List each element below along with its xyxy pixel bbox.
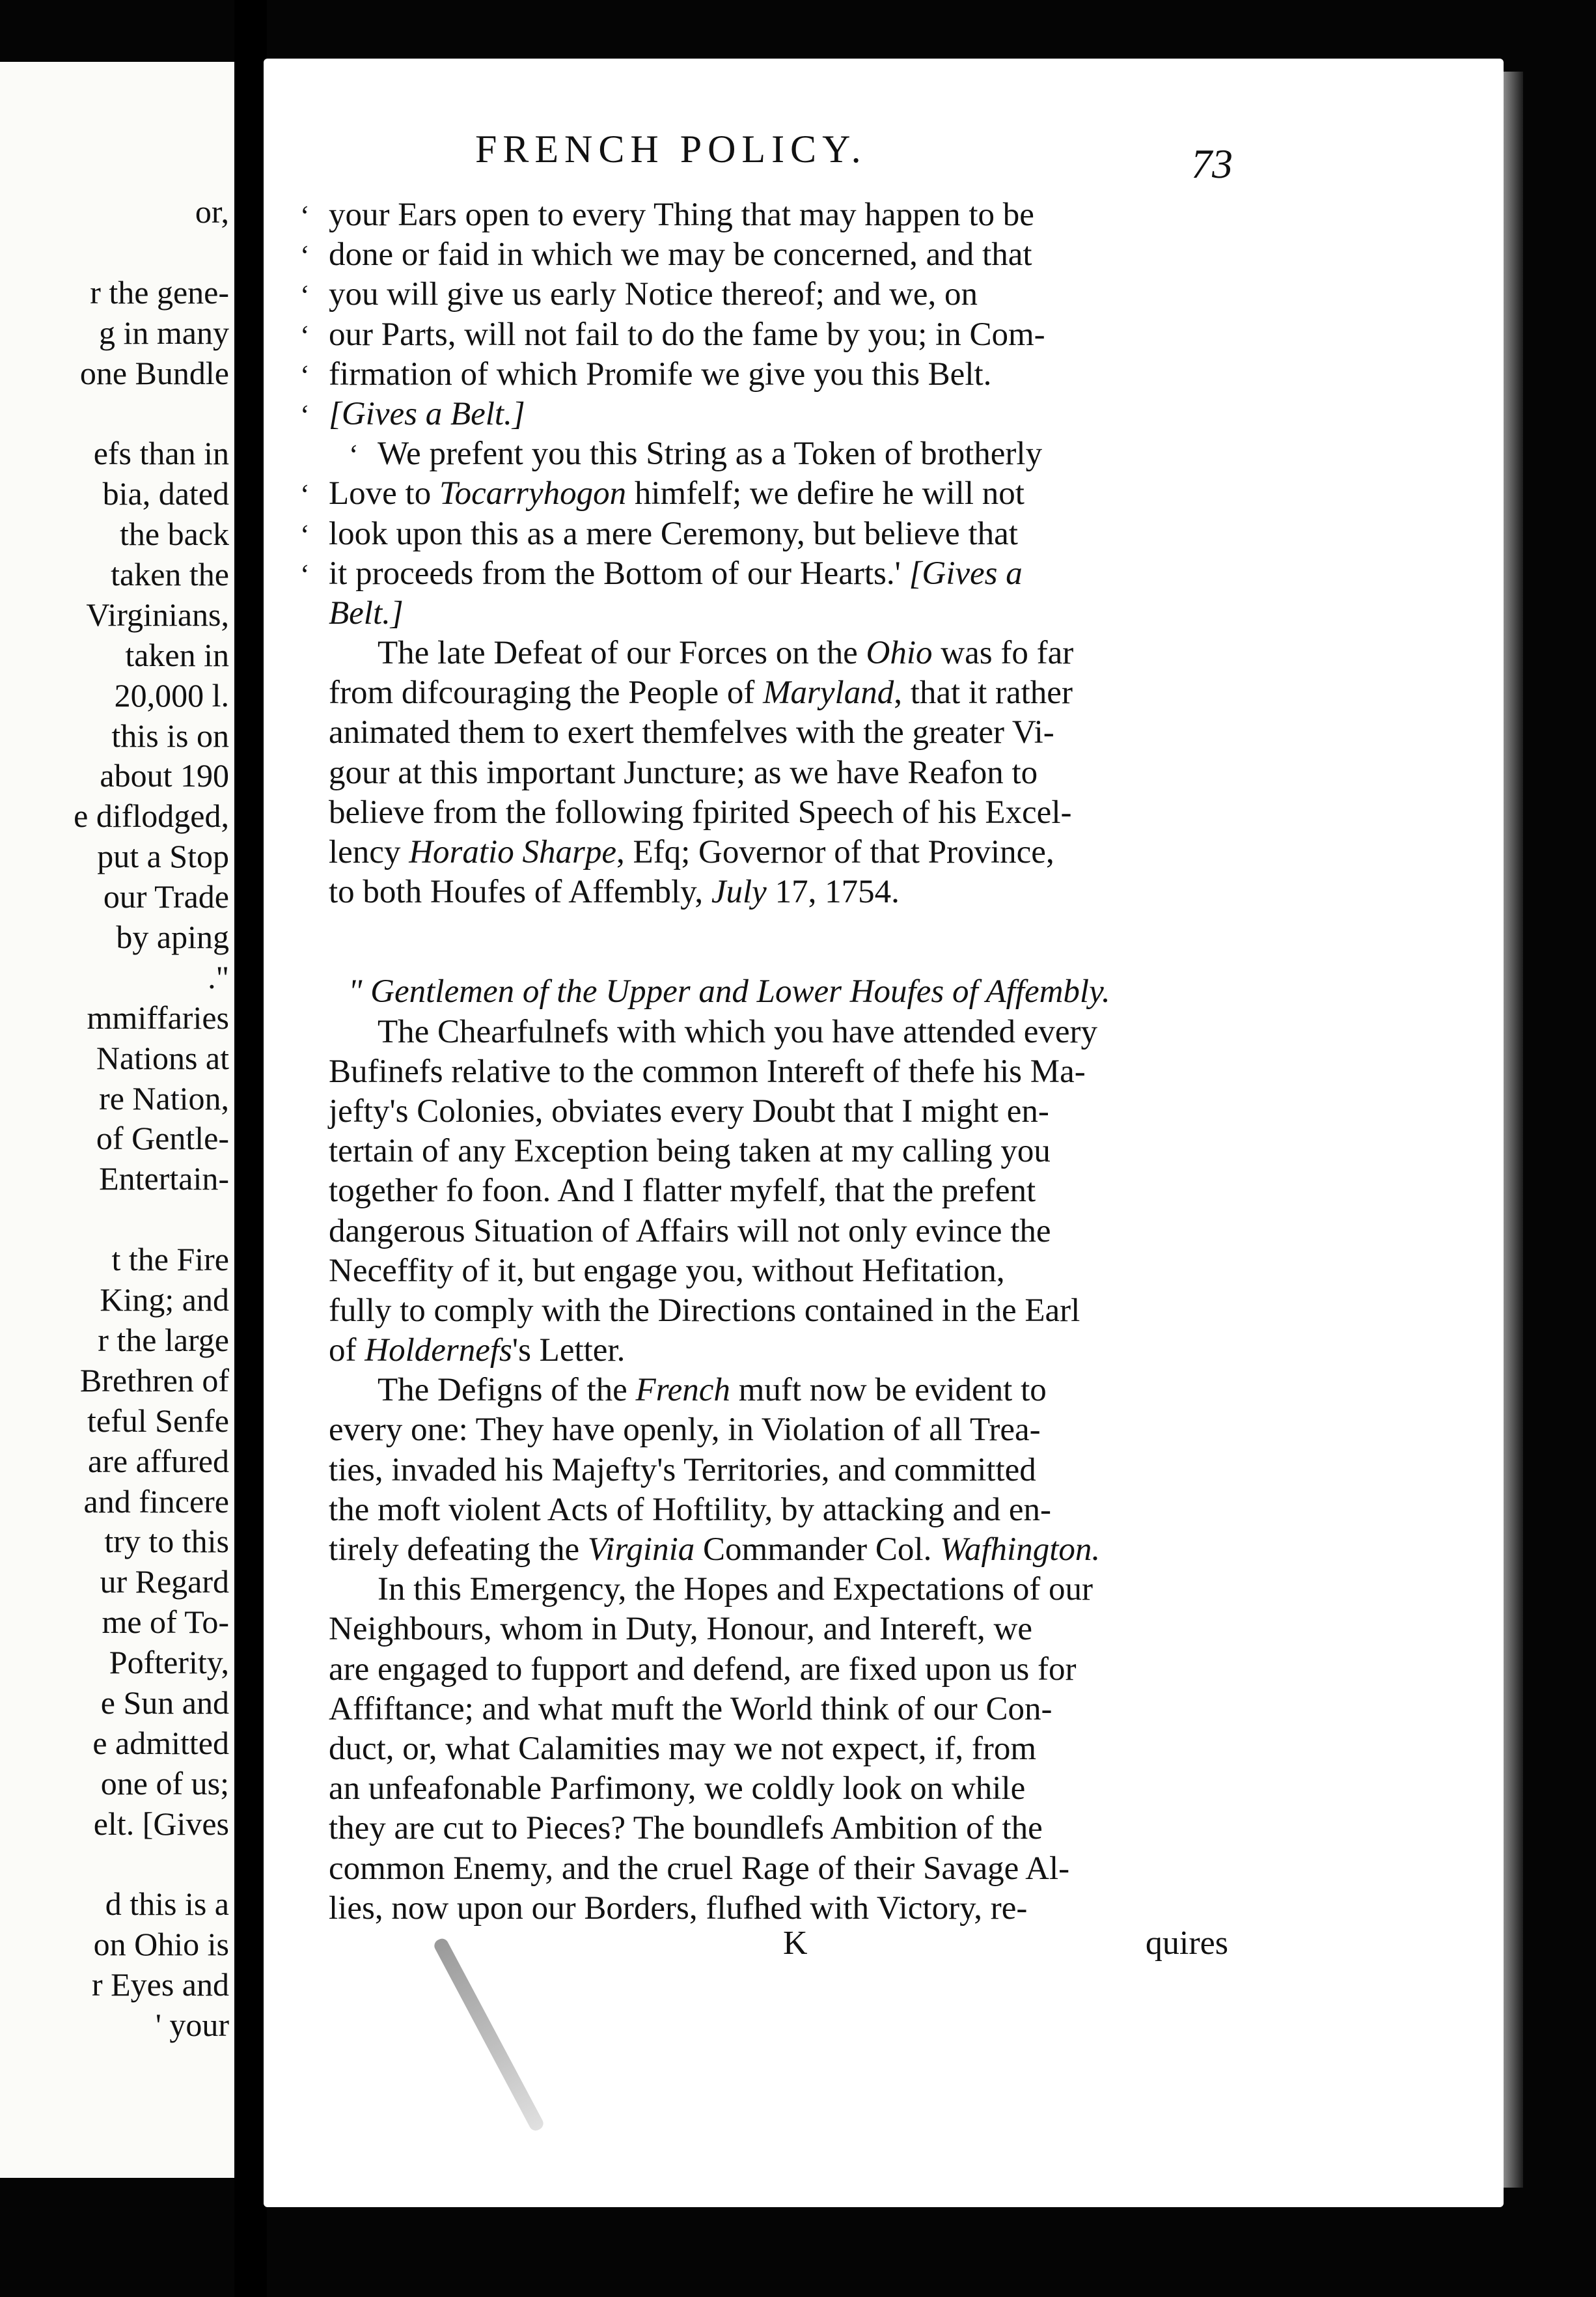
text-line: an unfeafonable Parfimony, we coldly look on while [329, 1770, 1026, 1807]
text-line: the moft violent Acts of Hoftility, by attacking and en- [329, 1491, 1051, 1528]
text-line: Neceffity of it, but engage you, without Hefitation, [329, 1252, 1005, 1289]
left-line: taken in [125, 636, 229, 673]
left-line: ur Regard [100, 1563, 229, 1600]
text-line: ‘ you will give us early Notice thereof; and we, on [300, 276, 978, 313]
spacer [329, 912, 1233, 972]
text-line: tertain of any Exception being taken at my calling you [329, 1133, 1051, 1170]
text-line: ‘ Love to Tocarryhogon himfelf; we defire he will not [300, 475, 1025, 512]
text-line: The Chearfulnefs with which you have attended every [378, 1013, 1098, 1050]
signature-mark: K [783, 1925, 808, 1962]
left-line: re Nation, [99, 1079, 229, 1117]
left-line: r the large [98, 1321, 229, 1358]
left-line: put a Stop [97, 838, 229, 875]
text-line: dangerous Situation of Affairs will not only evince the [329, 1212, 1051, 1249]
page-number: 73 [1191, 141, 1233, 187]
left-facing-page [0, 62, 234, 2178]
text-line: gour at this important Juncture; as we have Reafon to [329, 754, 1038, 791]
text-line: from difcouraging the People of Maryland, that it rather [329, 675, 1073, 712]
left-line: e Sun and [100, 1684, 229, 1721]
left-line: mmiffaries [87, 999, 229, 1036]
text-line: The late Defeat of our Forces on the Ohio was fo far [378, 635, 1074, 672]
text-line: lency Horatio Sharpe, Efq; Governor of that Province, [329, 834, 1054, 870]
left-line: me of To- [102, 1604, 229, 1641]
left-line: of Gentle- [96, 1120, 229, 1157]
left-line: elt. [Gives [93, 1805, 229, 1842]
left-line: t the Fire [111, 1241, 229, 1278]
text-line: every one: They have openly, in Violation of all Trea- [329, 1412, 1041, 1449]
left-line: by aping [116, 919, 229, 956]
left-line: are affured [88, 1442, 229, 1479]
body-text [300, 195, 1233, 1928]
left-line: one Bundle [79, 354, 229, 391]
text-line: ‘ done or faid in which we may be concerned, and that [300, 236, 1032, 273]
left-line: ' your [155, 2007, 229, 2044]
left-line [0, 1845, 229, 1885]
text-line: ‘ [Gives a Belt.] [300, 395, 525, 432]
left-line: try to this [104, 1523, 229, 1560]
text-line: In this Emergency, the Hopes and Expectations of our [378, 1571, 1094, 1608]
left-line: d this is a [105, 1886, 229, 1923]
text-line: together fo foon. And I flatter myfelf, that the prefent [329, 1173, 1036, 1210]
left-line: King; and [100, 1281, 229, 1318]
text-line: duct, or, what Calamities may we not expect, if, from [329, 1730, 1037, 1767]
left-line: about 190 [100, 757, 229, 794]
text-line: of Holdernefs's Letter. [329, 1332, 626, 1369]
left-line: the back [120, 516, 229, 553]
text-line: they are cut to Pieces? The boundlefs Ambition of the [329, 1810, 1043, 1847]
left-line [0, 232, 229, 273]
text-line: ‘ We prefent you this String as a Token of brotherly [349, 436, 1043, 473]
text-line: ‘ it proceeds from the Bottom of our Hearts.' [Gives a [300, 555, 1023, 592]
speech-heading: " Gentlemen of the Upper and Lower Houfes of Affembly. [348, 973, 1110, 1010]
left-line: Virginians, [86, 596, 229, 633]
left-line: e admitted [92, 1724, 229, 1761]
text-line: ties, invaded his Majefty's Territories, and committed [329, 1451, 1036, 1488]
text-line: to both Houfes of Affembly, July 17, 1754. [329, 874, 900, 911]
text-line: Bufinefs relative to the common Intereft of thefe his Ma- [329, 1053, 1086, 1090]
left-line: 20,000 l. [114, 676, 229, 714]
left-line: bia, dated [102, 475, 229, 512]
text-line: ‘ your Ears open to every Thing that may happen to be [300, 197, 1034, 233]
text-line: are engaged to fupport and defend, are fixed upon us for [329, 1650, 1077, 1688]
left-line: Pofterity, [109, 1644, 229, 1681]
text-line: Affiftance; and what muft the World think of our Con- [329, 1690, 1053, 1727]
text-line: jefty's Colonies, obviates every Doubt that I might en- [329, 1093, 1049, 1130]
text-line: Belt.] [329, 594, 404, 632]
left-line: ." [208, 958, 229, 995]
book-gutter [234, 0, 267, 2297]
left-line: on Ohio is [93, 1926, 229, 1963]
left-line: r Eyes and [91, 1966, 229, 2003]
left-line: r the gene- [90, 273, 229, 311]
text-line: ‘ firmation of which Promife we give you this Belt. [300, 355, 992, 393]
left-line: e diflodged, [74, 798, 229, 835]
left-line: Entertain- [99, 1160, 229, 1197]
left-line: teful Senfe [87, 1402, 229, 1439]
text-line: ‘ our Parts, will not fail to do the fame by you; in Com- [300, 316, 1045, 353]
text-line: lies, now upon our Borders, flufhed with Victory, re- [329, 1889, 1028, 1927]
left-line: Brethren of [79, 1361, 229, 1399]
catchword: quires [1145, 1925, 1228, 1962]
left-line: our Trade [103, 878, 229, 915]
text-line: common Enemy, and the cruel Rage of their Savage Al- [329, 1850, 1070, 1887]
text-line: ‘ look upon this as a mere Ceremony, but believe that [300, 515, 1018, 552]
running-head: FRENCH POLICY. [475, 128, 867, 171]
left-line: one of us; [100, 1764, 229, 1802]
text-line: believe from the following fpirited Speech of his Excel- [329, 794, 1072, 831]
text-line: Neighbours, whom in Duty, Honour, and Intereft, we [329, 1611, 1033, 1648]
text-line: tirely defeating the Virginia Commander Col. Wafhington. [329, 1531, 1101, 1568]
left-line [0, 393, 229, 434]
text-line: fully to comply with the Directions contained in the Earl [329, 1292, 1080, 1329]
left-line: or, [195, 193, 229, 230]
page-footer [329, 1924, 1233, 1964]
left-line: taken the [111, 556, 229, 593]
left-line: and fincere [83, 1483, 229, 1520]
left-page-text [0, 192, 229, 2046]
left-line: this is on [111, 717, 229, 754]
left-line: efs than in [93, 435, 229, 472]
text-line: The Defigns of the French muft now be evident to [378, 1372, 1047, 1409]
left-line: g in many [99, 314, 229, 351]
left-line: Nations at [96, 1039, 229, 1076]
text-line: animated them to exert themfelves with the greater Vi- [329, 714, 1054, 751]
left-line [0, 1199, 229, 1240]
